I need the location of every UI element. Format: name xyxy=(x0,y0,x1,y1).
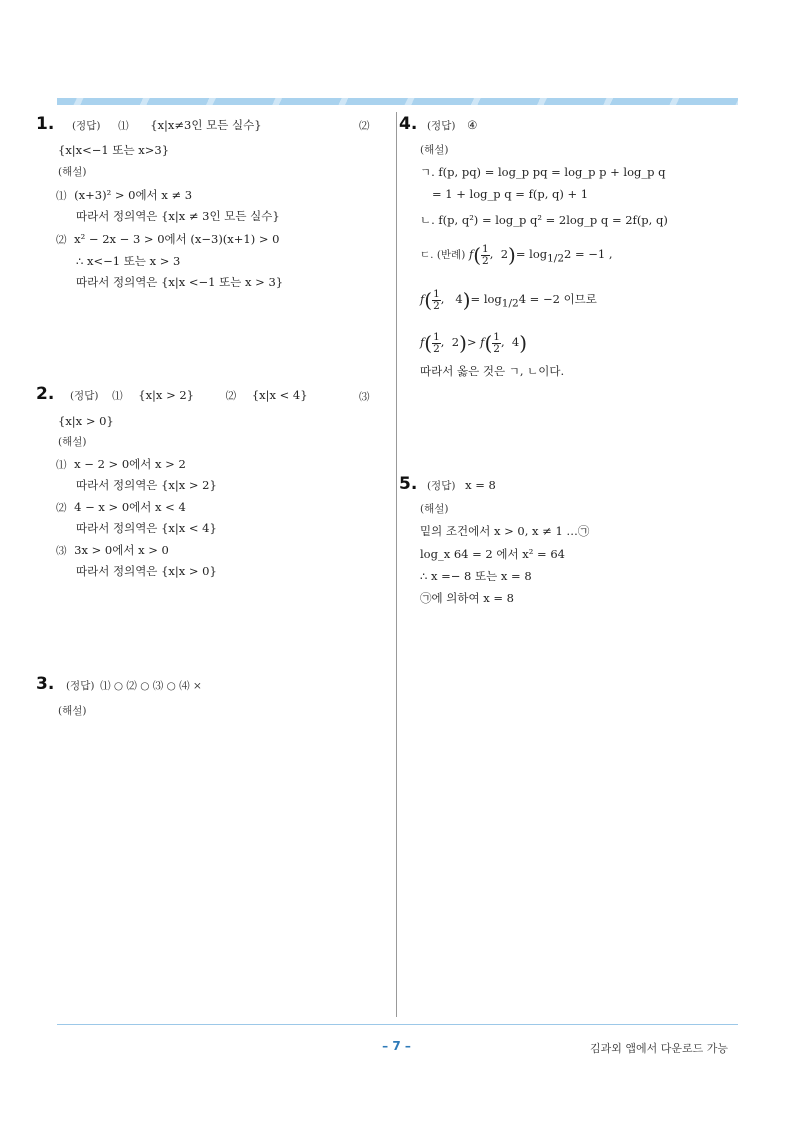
solution-label: (해설) xyxy=(420,503,449,515)
solution-label: (해설) xyxy=(58,436,87,448)
counterexample-label: ㄷ. (반례) xyxy=(420,249,466,261)
solution-step: x − 2 > 0에서 x > 2 xyxy=(74,457,186,471)
question-number: 3. xyxy=(36,674,55,694)
solution-step: 밑의 조건에서 x > 0, x ≠ 1 …㉠ xyxy=(420,524,590,538)
item-marker: ⑵ xyxy=(56,234,67,246)
solution-step: 따라서 정의역은 {x|x <−1 또는 x > 3} xyxy=(76,275,284,289)
answer-label: (정답) xyxy=(426,120,456,132)
item-marker: ⑴ xyxy=(118,120,129,132)
item-marker: ⑴ xyxy=(112,390,123,402)
inequality: f( $\frac{1}{2}$ , 2)> f( $\frac{1}{2}$ , 4) xyxy=(420,330,528,355)
solution-step: ∴ x =− 8 또는 x = 8 xyxy=(420,569,532,583)
solution-step: = 1 + log_p q = f(p, q) + 1 xyxy=(432,187,589,201)
answer: x = 8 xyxy=(465,478,496,492)
solution-step: 4 − x > 0에서 x < 4 xyxy=(74,500,186,514)
answer: ④ xyxy=(467,118,478,132)
solution-step: 따라서 정의역은 {x|x ≠ 3인 모든 실수} xyxy=(76,209,280,223)
conclusion: 따라서 옳은 것은 ㄱ, ㄴ이다. xyxy=(420,364,565,378)
counterexample-line-2: f( $\frac{1}{2}$ , $4)= \log_{1/2}4 = -2$ 이므로 xyxy=(420,287,597,312)
item-marker: ⑴ xyxy=(56,190,67,202)
expression: = log xyxy=(470,292,502,306)
expression: = log xyxy=(515,247,548,261)
question-number: 1. xyxy=(36,114,55,134)
solution-step: ㄱ. f(p, pq) = log_p pq = log_p p + log_p q xyxy=(420,165,666,179)
solution-step: x² − 2x − 3 > 0에서 (x−3)(x+1) > 0 xyxy=(74,232,280,246)
answer-3: {x|x > 0} xyxy=(58,414,114,428)
fraction: $\frac{1}{2}$ xyxy=(433,287,440,312)
expression: 4 = −2 이므로 xyxy=(518,292,597,306)
solution-step: log_x 64 = 2 에서 x² = 64 xyxy=(420,547,565,561)
answer-1: {x|x > 2} xyxy=(138,388,194,402)
header-stripe xyxy=(57,98,738,105)
solution-step: ㉠에 의하여 x = 8 xyxy=(420,591,514,605)
column-divider xyxy=(396,112,397,1017)
item-marker: ⑵ xyxy=(225,390,237,402)
page-number: – 7 – xyxy=(382,1039,411,1053)
item-marker: ⑵ xyxy=(56,502,67,514)
question-number: 5. xyxy=(399,474,418,494)
solution-label: (해설) xyxy=(58,166,87,178)
solution-step: ∴ x<−1 또는 x > 3 xyxy=(76,254,181,268)
item-marker: ⑵ xyxy=(359,120,370,132)
item-marker: ⑶ xyxy=(56,545,67,557)
question-number: 4. xyxy=(399,114,418,134)
expression: 2 = −1 , xyxy=(564,247,613,261)
item-marker: ⑴ xyxy=(56,459,67,471)
footer-rule xyxy=(57,1024,738,1025)
answer-2: {x|x < 4} xyxy=(251,388,308,402)
solution-step: 3x > 0에서 x > 0 xyxy=(74,543,169,557)
solution-step: 따라서 정의역은 {x|x < 4} xyxy=(76,521,217,535)
answer-2: {x|x<−1 또는 x>3} xyxy=(58,143,170,157)
footer-note: 김과외 앱에서 다운로드 가능 xyxy=(589,1042,728,1055)
solution-step: ㄴ. f(p, q²) = log_p q² = 2log_p q = 2f(p, q) xyxy=(420,213,668,227)
counterexample-line-1: ㄷ. (반례) f( $\frac{1}{2}$ , $2)= \log_{1/2}2 = -1$ , xyxy=(420,242,613,267)
solution-label: (해설) xyxy=(58,705,87,717)
answer-label: (정답) xyxy=(426,480,456,492)
item-marker: ⑶ xyxy=(359,391,370,403)
question-number: 2. xyxy=(36,384,55,404)
solution-step: 따라서 정의역은 {x|x > 2} xyxy=(76,478,217,492)
answer-list: ⑴ ○ ⑵ ○ ⑶ ○ ⑷ × xyxy=(100,680,202,692)
solution-step: (x+3)² > 0에서 x ≠ 3 xyxy=(74,188,193,202)
answer-1: {x|x≠3인 모든 실수} xyxy=(150,118,262,132)
solution-label: (해설) xyxy=(420,144,449,156)
answer-label: (정답) xyxy=(65,680,95,692)
answer-label: (정답) xyxy=(69,390,99,402)
solution-step: 따라서 정의역은 {x|x > 0} xyxy=(76,564,217,578)
fraction: $\frac{1}{2}$ xyxy=(482,242,489,267)
answer-label: (정답) xyxy=(71,120,101,132)
